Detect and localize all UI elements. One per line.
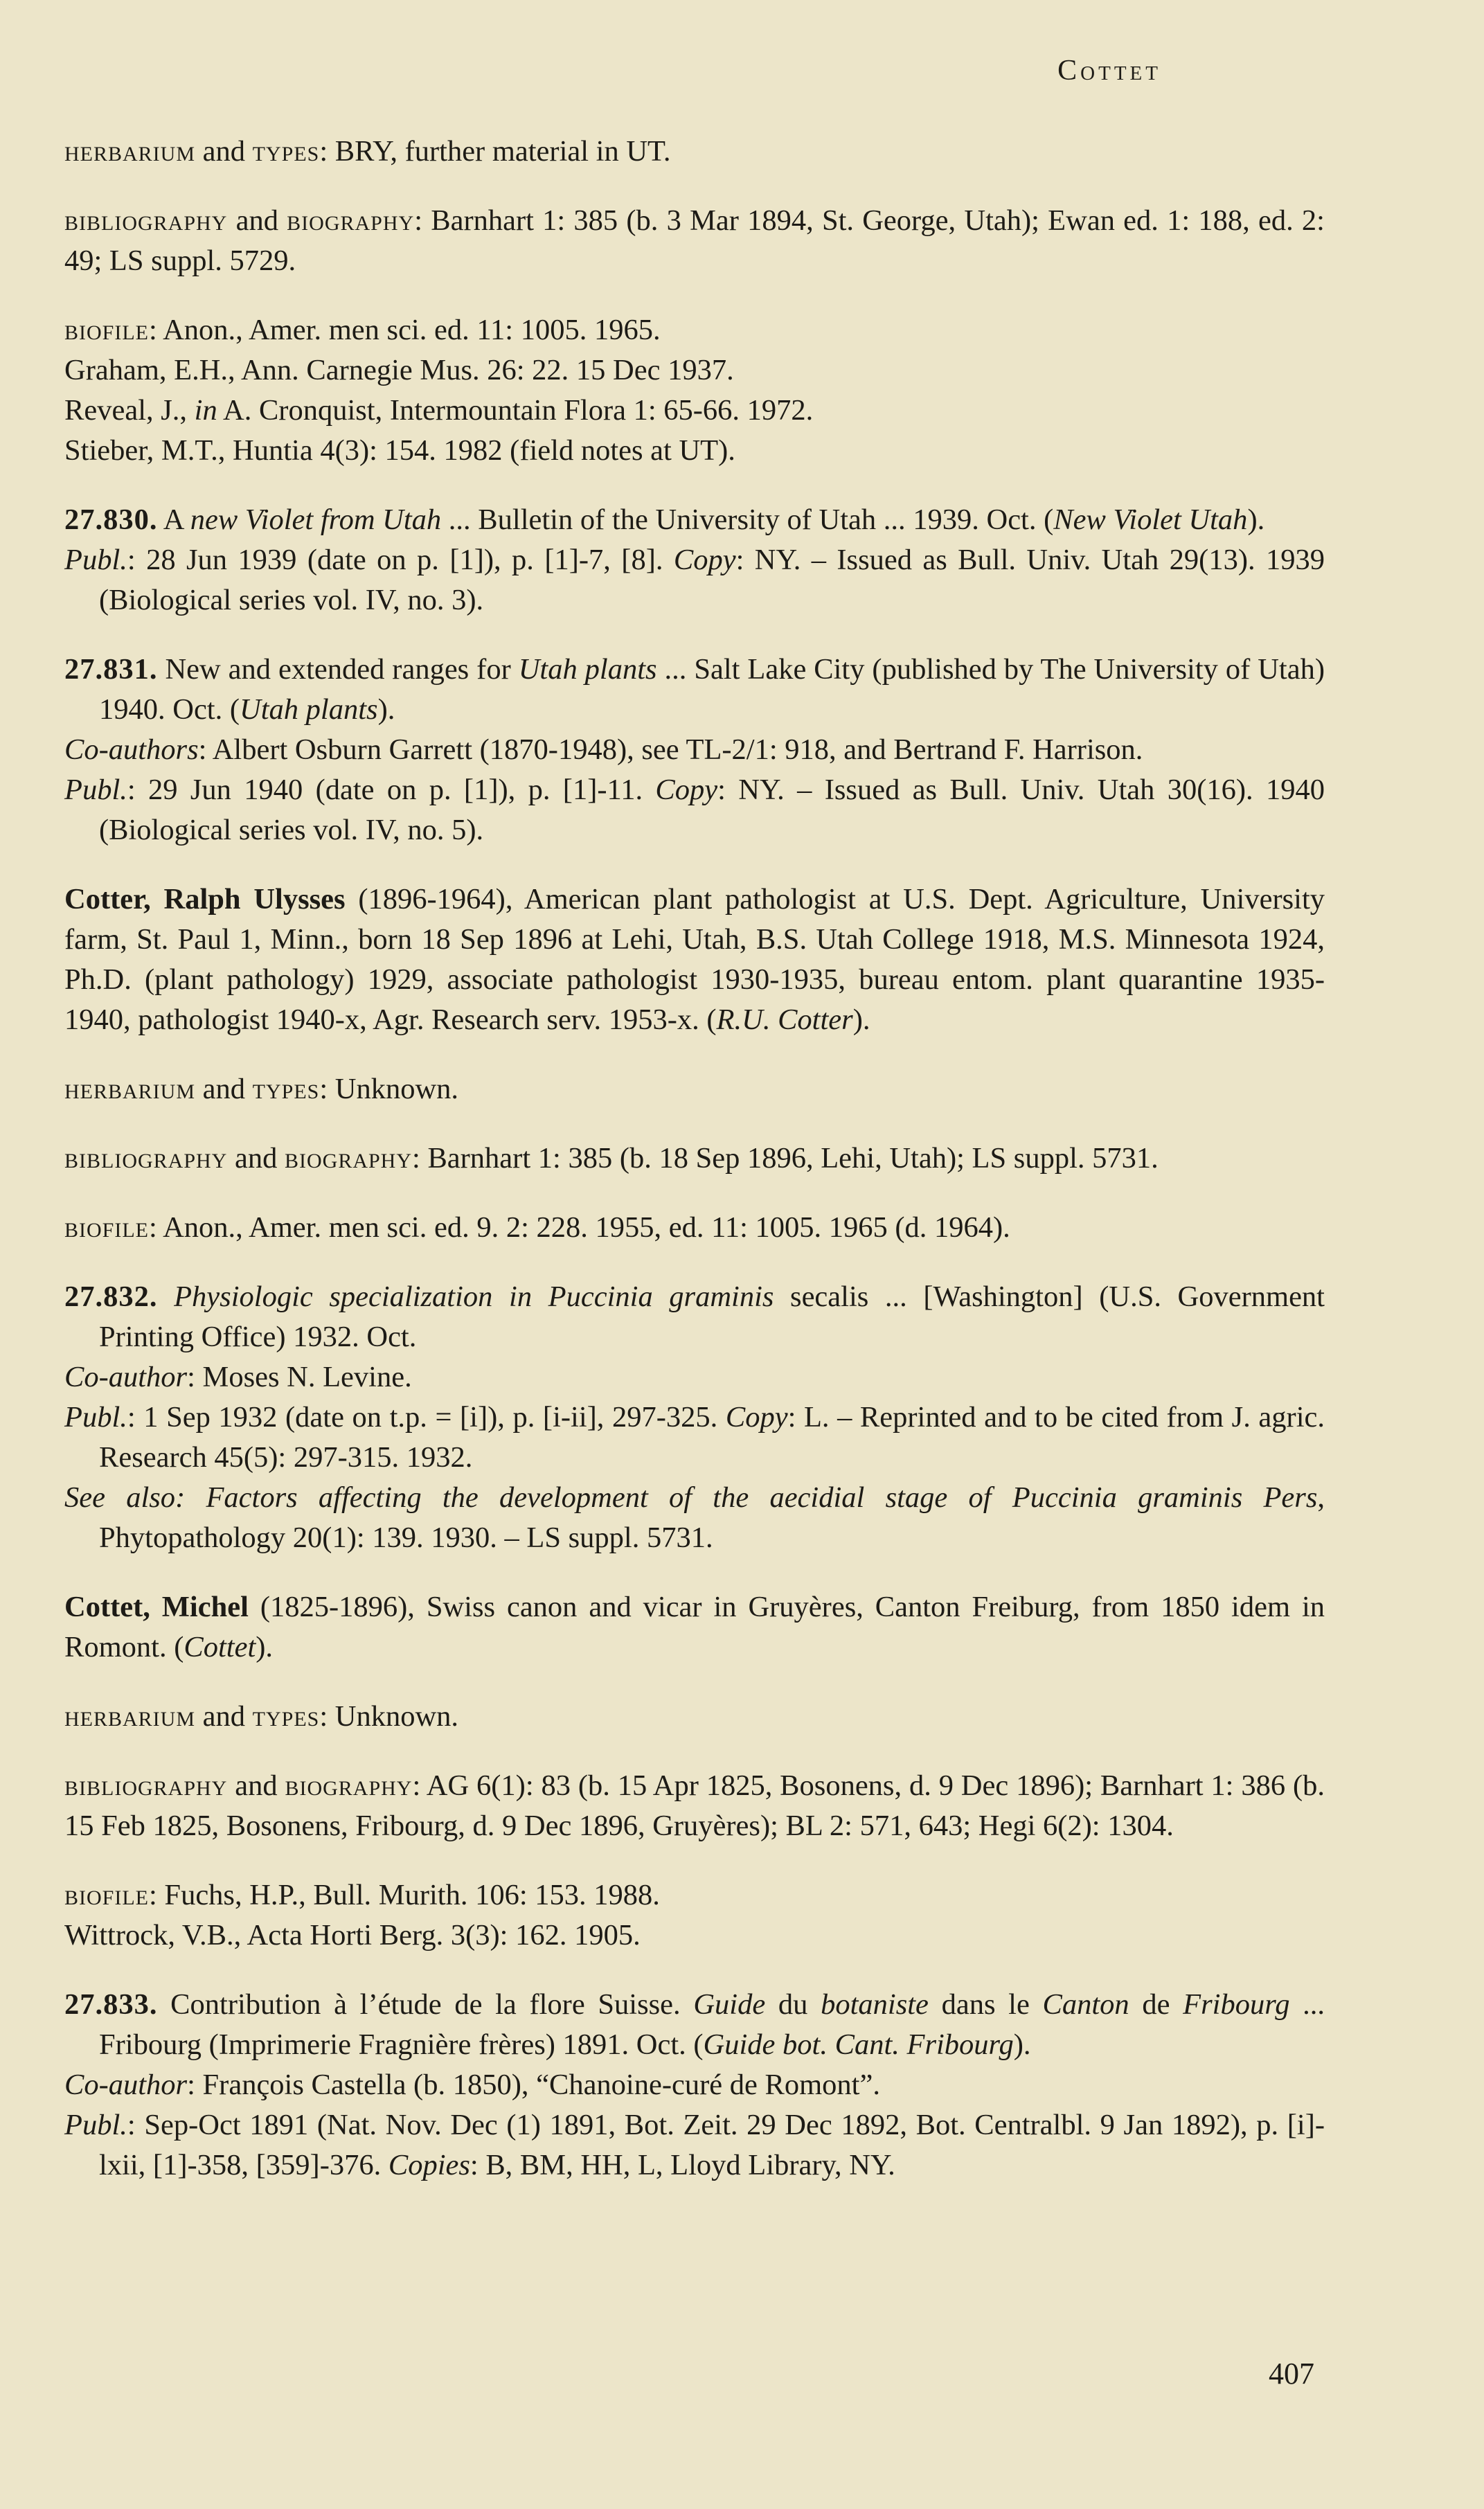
label-biofile: biofile	[64, 1879, 149, 1911]
publ-label: Publ.	[64, 544, 127, 576]
biofile-line: Stieber, M.T., Huntia 4(3): 154. 1982 (field notes at UT).	[64, 434, 735, 467]
entry-number: 27.833.	[64, 1988, 158, 2021]
author-bio: (1896-1964), American plant pathologist at U.S. Dept. Agriculture, University farm, St. Paul 1, Minn., born 18 Sep 1896 at Lehi, Utah, B.S. Utah College 1918, M.S. Minnesota 1924, Ph.D. (plant pathology) 1929, associate pathologist 1930-1935, bureau entom. plant quarantine 1935-1940, pathologist 1940-x, Agr. Research serv. 1953-x. (	[64, 883, 1325, 1036]
herbarium-entry	[64, 1697, 1325, 1737]
title-italic: Fribourg	[1183, 1988, 1290, 2021]
biofile-line: : Anon., Amer. men sci. ed. 11: 1005. 1965.	[149, 314, 661, 346]
entry-number: 27.830.	[64, 503, 158, 536]
title-abbr: Guide bot. Cant. Fribourg	[703, 2028, 1014, 2061]
title-text: ... Salt Lake City (published by The University of Utah) 1940. Oct. (	[99, 653, 1325, 726]
entry-publ	[64, 2105, 1325, 2186]
entry-number: 27.831.	[64, 653, 158, 686]
title-text	[158, 1280, 175, 1313]
label-bibliography: bibliography	[64, 204, 228, 237]
title-text: de	[1129, 1988, 1183, 2021]
label-and: and	[227, 1142, 285, 1175]
biofile-line: : Fuchs, H.P., Bull. Murith. 106: 153. 1988.	[149, 1879, 660, 1911]
title-italic: Utah plants	[518, 653, 657, 686]
label-herbarium: herbarium	[64, 1073, 196, 1105]
biofile-line: Wittrock, V.B., Acta Horti Berg. 3(3): 162. 1905.	[64, 1919, 641, 1952]
author-name: Cotter, Ralph Ulysses	[64, 883, 346, 916]
entry-number: 27.832.	[64, 1280, 158, 1313]
label-herbarium: herbarium	[64, 135, 196, 168]
page-body	[64, 132, 1325, 2215]
herbarium-text: : Unknown.	[319, 1700, 459, 1733]
entry-see-also	[64, 1478, 1325, 1558]
bibliography-text: : Barnhart 1: 385 (b. 18 Sep 1896, Lehi, Utah); LS suppl. 5731.	[412, 1142, 1159, 1175]
title-abbr: New Violet Utah	[1053, 503, 1248, 536]
title-text: A	[157, 503, 190, 536]
biofile-line	[64, 391, 1325, 431]
publ-text: : 28 Jun 1939 (date on p. [1]), p. [1]-7, [8].	[127, 544, 674, 576]
entry-27-830	[64, 500, 1325, 620]
bibliography-text: : AG 6(1): 83 (b. 15 Apr 1825, Bosonens, d. 9 Dec 1896); Barnhart 1: 386 (b. 15 Feb 1825, Bosonens, Fribourg, d. 9 Dec 1896, Gruyères); BL 2: 571, 643; Hegi 6(2): 1304.	[64, 1769, 1325, 1842]
herbarium-entry	[64, 1069, 1325, 1109]
coauthors-text: : Moses N. Levine.	[187, 1361, 412, 1393]
coauthors-text: : François Castella (b. 1850), “Chanoine-curé de Romont”.	[187, 2069, 880, 2101]
label-and: and	[195, 135, 253, 168]
label-biography: biography	[287, 204, 415, 237]
entry-publ	[64, 770, 1325, 850]
title-abbr: Utah plants	[240, 693, 378, 726]
author-entry-cottet	[64, 1587, 1325, 1668]
title-italic: botaniste	[821, 1988, 929, 2021]
author-abbr: R.U. Cotter	[716, 1003, 853, 1036]
label-bibliography: bibliography	[64, 1142, 228, 1175]
label-types: types	[252, 135, 320, 168]
entry-publ	[64, 1398, 1325, 1478]
author-abbr: Cottet	[184, 1631, 256, 1663]
coauthors-label: Co-authors	[64, 733, 199, 766]
title-text: du	[765, 1988, 821, 2021]
author-name: Cottet, Michel	[64, 1591, 249, 1623]
title-text: secalis ... [Washington] (U.S. Government Printing Office) 1932. Oct.	[99, 1280, 1325, 1353]
bibliography-text: : Barnhart 1: 385 (b. 3 Mar 1894, St. George, Utah); Ewan ed. 1: 188, ed. 2: 49; LS suppl. 5729.	[64, 204, 1325, 277]
label-and: and	[227, 1769, 285, 1802]
publ-text: : 29 Jun 1940 (date on p. [1]), p. [1]-11.	[127, 774, 656, 806]
herbarium-entry	[64, 132, 1325, 172]
biofile-line: Graham, E.H., Ann. Carnegie Mus. 26: 22. 15 Dec 1937.	[64, 354, 734, 386]
title-italic: new Violet from Utah	[190, 503, 442, 536]
title-italic: Canton	[1042, 1988, 1129, 2021]
coauthors-text: : Albert Osburn Garrett (1870-1948), see TL-2/1: 918, and Bertrand F. Harrison.	[198, 733, 1143, 766]
biofile-entry	[64, 1208, 1325, 1248]
copy-text: : NY. – Issued as Bull. Univ. Utah 29(13). 1939 (Biological series vol. IV, no. 3).	[99, 544, 1325, 616]
biofile-text: A. Cronquist, Intermountain Flora 1: 65-66. 1972.	[217, 394, 814, 427]
page-number: 407	[1269, 2357, 1314, 2391]
label-herbarium: herbarium	[64, 1700, 196, 1733]
bibliography-entry	[64, 201, 1325, 281]
copy-label: Copy	[725, 1401, 788, 1434]
entry-title	[64, 1985, 1325, 2065]
entry-title	[64, 1277, 1325, 1357]
entry-title	[64, 650, 1325, 730]
label-and: and	[227, 204, 287, 237]
label-and: and	[195, 1073, 253, 1105]
see-also-label: See also	[64, 1481, 176, 1514]
title-italic: Guide	[693, 1988, 766, 2021]
coauthors-label: Co-author	[64, 2069, 188, 2101]
label-biofile: biofile	[64, 314, 149, 346]
label-biofile: biofile	[64, 1211, 149, 1244]
label-biography: biography	[284, 1142, 413, 1175]
entry-27-831	[64, 650, 1325, 850]
title-text: ).	[1013, 2028, 1031, 2061]
title-text: New and extended ranges for	[157, 653, 519, 686]
label-types: types	[252, 1700, 320, 1733]
title-text: dans le	[928, 1988, 1043, 2021]
title-italic: Physiologic specialization in Puccinia graminis	[174, 1280, 774, 1313]
title-text: Contribution à l’étude de la flore Suisse.	[157, 1988, 694, 2021]
entry-publ	[64, 540, 1325, 620]
author-entry-cotter	[64, 880, 1325, 1040]
entry-27-832	[64, 1277, 1325, 1558]
herbarium-text: : Unknown.	[319, 1073, 459, 1105]
publ-label: Publ.	[64, 2109, 127, 2141]
coauthors-label: Co-author	[64, 1361, 188, 1393]
label-biography: biography	[285, 1769, 413, 1802]
author-bio-end: ).	[256, 1631, 274, 1663]
entry-27-833	[64, 1985, 1325, 2186]
label-types: types	[252, 1073, 320, 1105]
biofile-entry	[64, 310, 1325, 471]
copy-text: : L. – Reprinted and to be cited from J. agric. Research 45(5): 297-315. 1932.	[99, 1401, 1325, 1474]
copy-label: Copy	[655, 774, 718, 806]
label-and: and	[195, 1700, 253, 1733]
entry-coauthors	[64, 2065, 1325, 2105]
biofile-entry	[64, 1875, 1325, 1956]
author-bio: (1825-1896), Swiss canon and vicar in Gruyères, Canton Freiburg, from 1850 idem in Romont. (	[64, 1591, 1325, 1663]
entry-title	[64, 500, 1325, 540]
see-also-title: : Factors affecting the development of the aecidial stage of Puccinia graminis Pers	[175, 1481, 1318, 1514]
see-also-text: , Phytopathology 20(1): 139. 1930. – LS suppl. 5731.	[99, 1481, 1325, 1554]
copy-text: : B, BM, HH, L, Lloyd Library, NY.	[470, 2149, 895, 2181]
copy-label: Copies	[388, 2149, 470, 2181]
copy-text: : NY. – Issued as Bull. Univ. Utah 30(16). 1940 (Biological series vol. IV, no. 5).	[99, 774, 1325, 846]
biofile-italic: in	[194, 394, 217, 427]
publ-label: Publ.	[64, 1401, 127, 1434]
publ-text: : 1 Sep 1932 (date on t.p. = [i]), p. [i-ii], 297-325.	[127, 1401, 726, 1434]
biofile-text: : Anon., Amer. men sci. ed. 9. 2: 228. 1955, ed. 11: 1005. 1965 (d. 1964).	[149, 1211, 1010, 1244]
biofile-text: Reveal, J.,	[64, 394, 195, 427]
copy-label: Copy	[673, 544, 736, 576]
label-bibliography: bibliography	[64, 1769, 228, 1802]
title-text: ).	[1247, 503, 1265, 536]
title-text: ... Fribourg (Imprimerie Fragnière frères) 1891. Oct. (	[99, 1988, 1325, 2061]
title-text: ).	[377, 693, 395, 726]
entry-coauthors	[64, 730, 1325, 770]
publ-text: : Sep-Oct 1891 (Nat. Nov. Dec (1) 1891, Bot. Zeit. 29 Dec 1892, Bot. Centralbl. 9 Jan 1892), p. [i]-lxii, [1]-358, [359]-376.	[99, 2109, 1325, 2181]
bibliography-entry	[64, 1766, 1325, 1846]
title-text: ... Bulletin of the University of Utah ... 1939. Oct. (	[441, 503, 1054, 536]
herbarium-text: : BRY, further material in UT.	[319, 135, 671, 168]
author-bio-end: ).	[852, 1003, 870, 1036]
publ-label: Publ.	[64, 774, 127, 806]
bibliography-entry	[64, 1139, 1325, 1179]
entry-coauthors	[64, 1357, 1325, 1398]
running-head: Cottet	[1057, 55, 1161, 87]
